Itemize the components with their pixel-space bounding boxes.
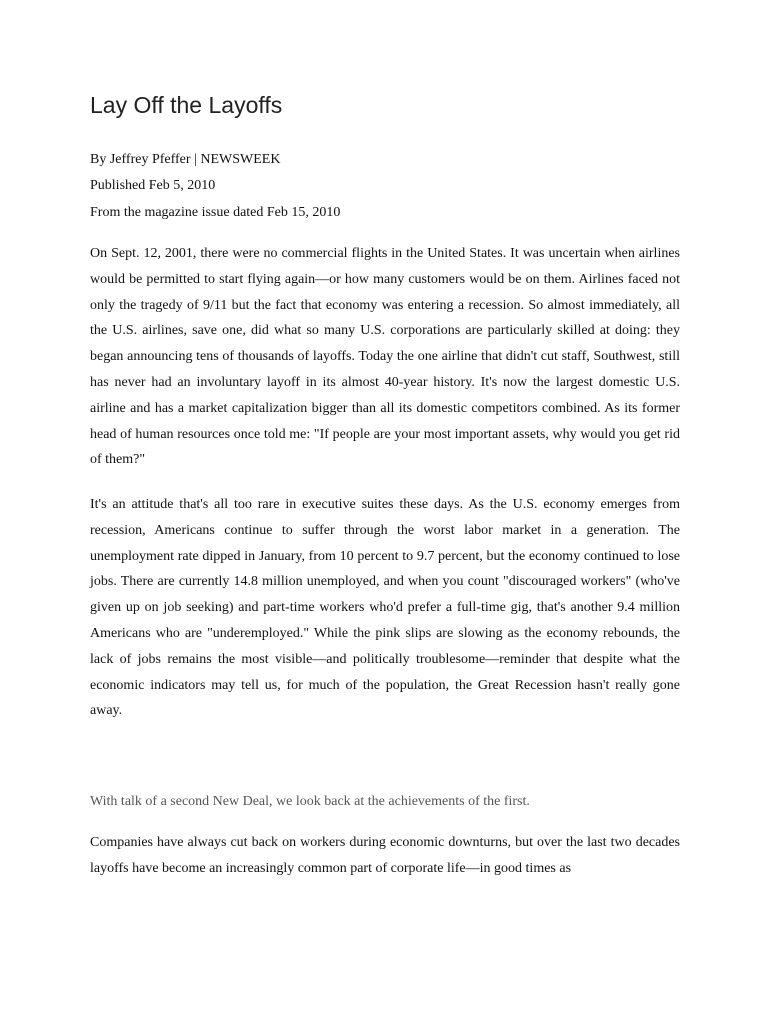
published-date: Published Feb 5, 2010	[90, 178, 216, 193]
paragraph-2: It's an attitude that's all too rare in executive suites these days. As the U.S. economy emerges from recession, Americans continue to suffer through the worst labor market in a generation. The unemployment rate dipped in January, from 10 percent to 9.7 percent, but the economy continued to lose jobs. There are currently 14.8 million unemployed, and when you count "discouraged workers" (who've given up on job seeking) and part-time workers who'd prefer a full-time gig, that's another 9.4 million Americans who are "underemployed." While the pink slips are slowing as the economy rebounds, the lack of jobs remains the most visible—and politically troublesome—reminder that despite what the economic indicators may tell us, for much of the population, the Great Recession hasn't really gone away.	[90, 497, 680, 719]
article-title: Lay Off the Layoffs	[90, 92, 283, 118]
paragraph-1: On Sept. 12, 2001, there were no commercial flights in the United States. It was uncertain when airlines would be permitted to start flying again—or how many customers would be on them. Airlines faced not only the tragedy of 9/11 but the fact that economy was entering a recession. So almost immediately, all the U.S. airlines, save one, did what so many U.S. corporations are particularly skilled at doing: they began announcing tens of thousands of layoffs. Today the one airline that didn't cut staff, Southwest, still has never had an involuntary layoff in its almost 40-year history. It's now the largest domestic U.S. airline and has a market capitalization bigger than all its domestic competitors combined. As its former head of human resources once told me: "If people are your most important assets, why would you get rid of them?"	[90, 246, 680, 468]
paragraph-3: Companies have always cut back on workers during economic downturns, but over the last two decades layoffs have become an increasingly common part of corporate life—in good times as	[90, 835, 680, 876]
byline: By Jeffrey Pfeffer | NEWSWEEK	[90, 152, 281, 167]
related-caption: With talk of a second New Deal, we look back at the achievements of the first.	[90, 794, 530, 809]
issue-date: From the magazine issue dated Feb 15, 2010	[90, 205, 341, 220]
